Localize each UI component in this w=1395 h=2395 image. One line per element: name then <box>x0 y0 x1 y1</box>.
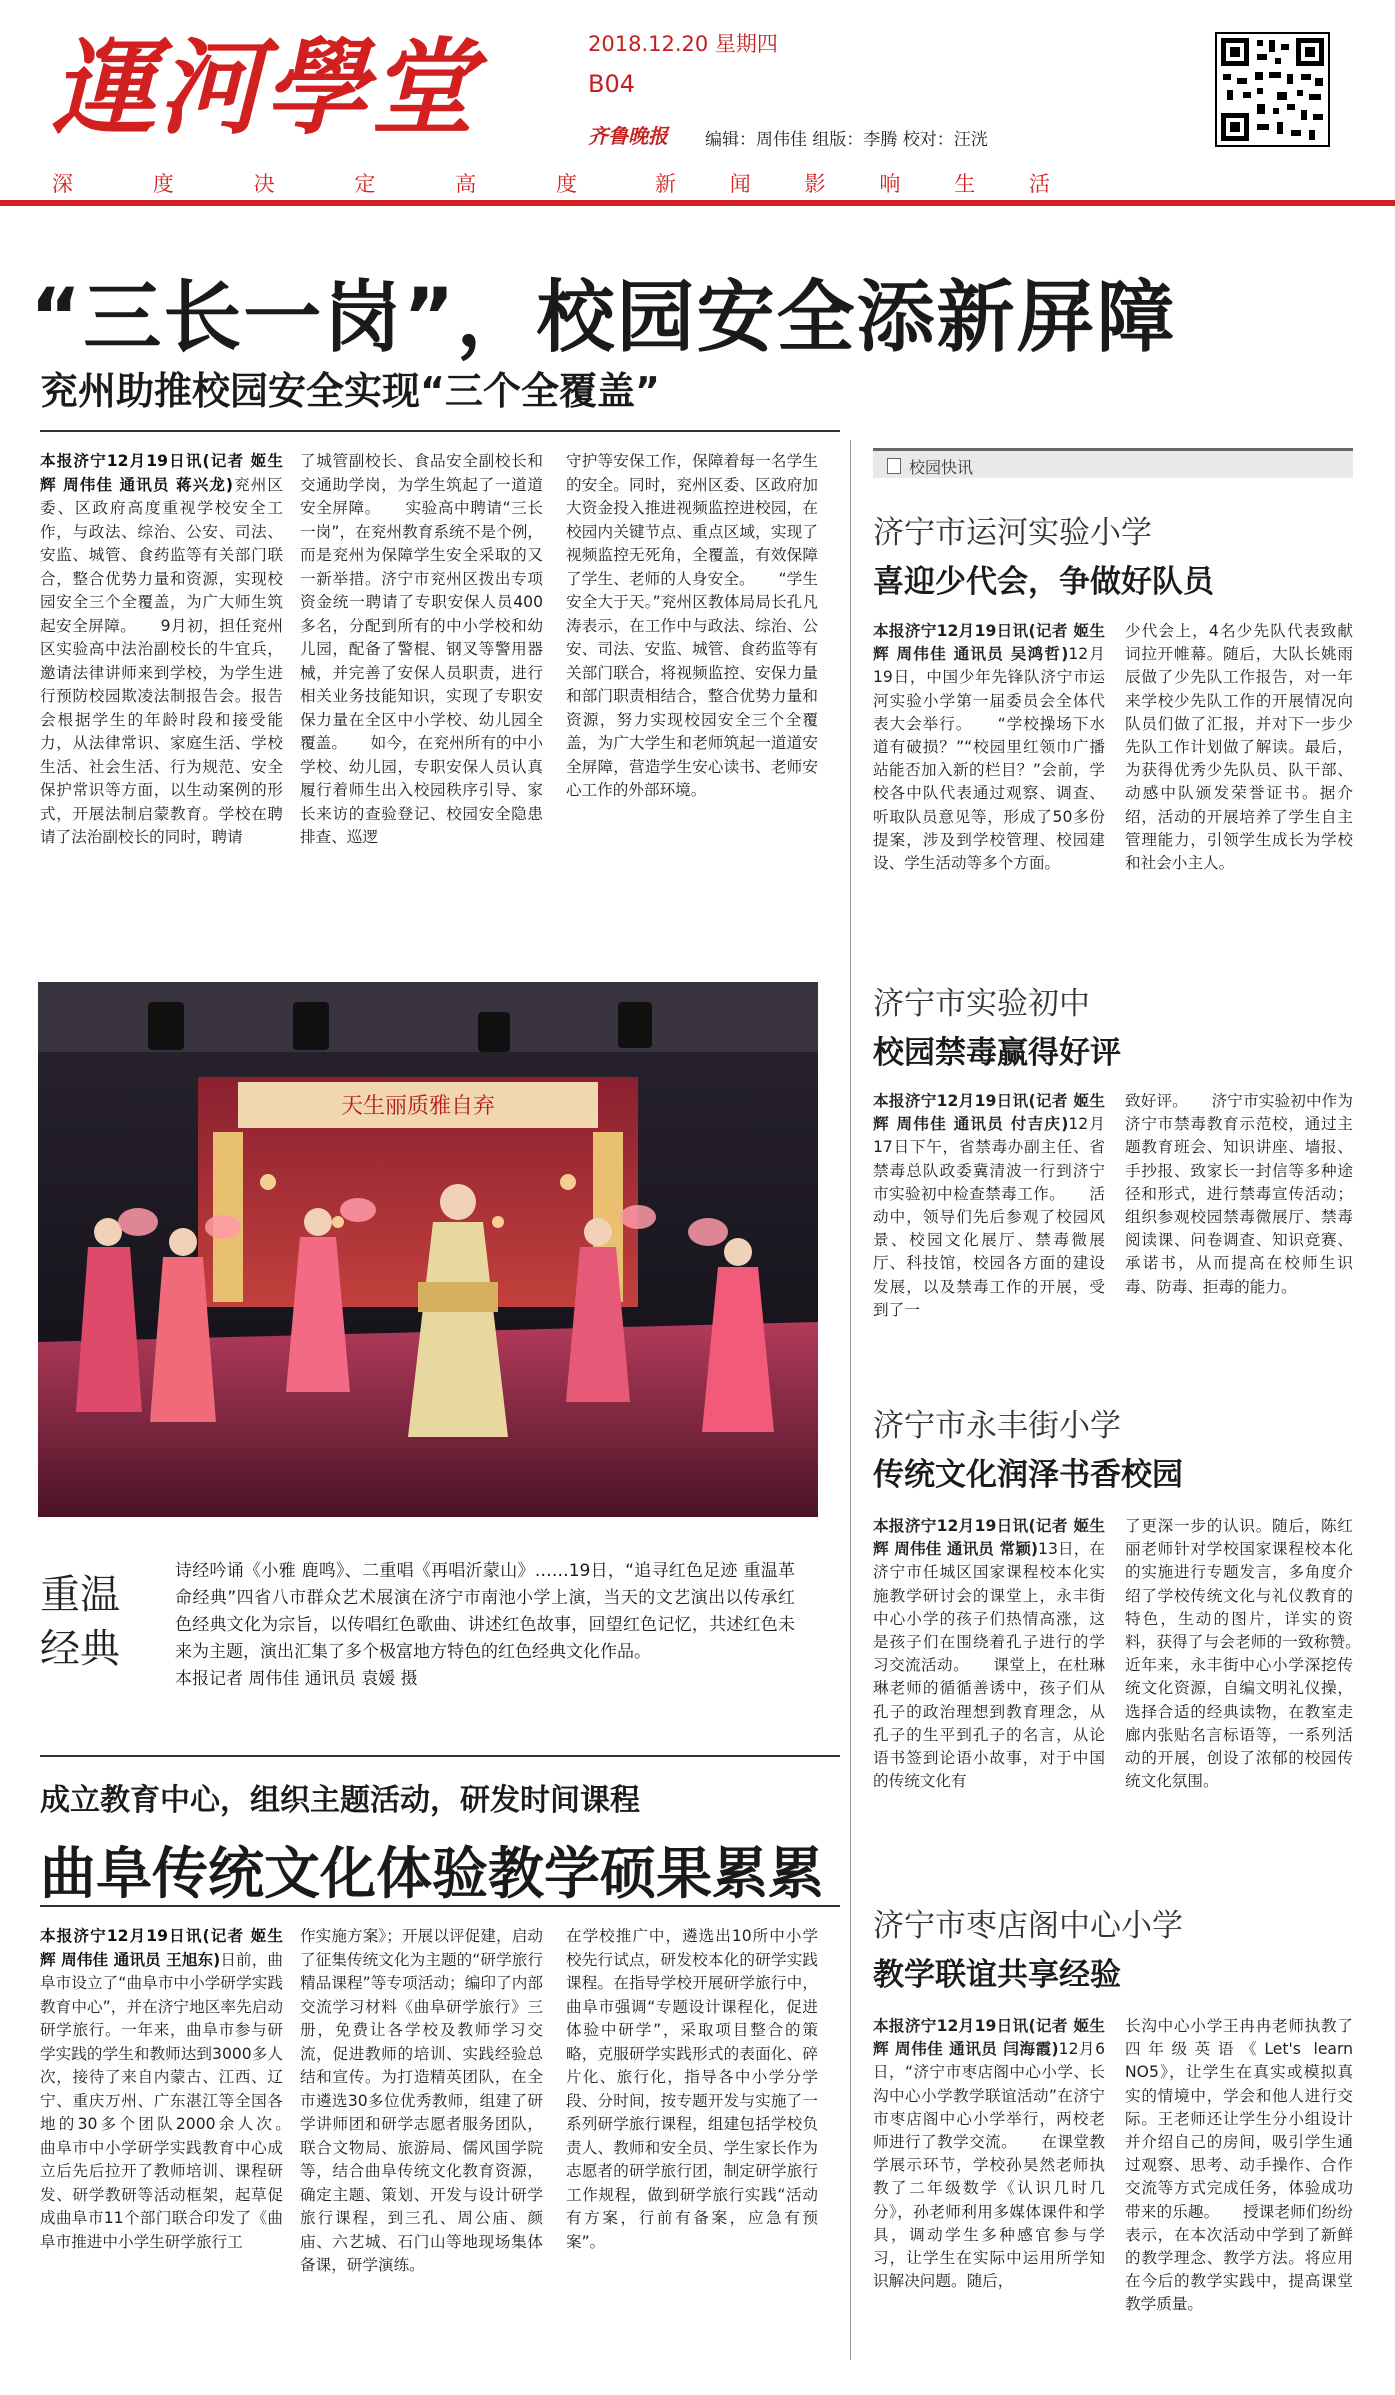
slogan-char: 生 <box>954 172 976 196</box>
sidebar-item-col2: 致好评。 济宁市实验初中作为济宁市禁毒教育示范校，通过主题教育班会、知识讲座、墙报、手抄报、致家长一封信等多种途径和形式，进行禁毒宣传活动；组织参观校园禁毒微展厅、禁毒阅读课、问卷调查、知识竞赛、承诺书，从而提高在校师生识毒、防毒、拒毒的能力。 <box>1125 1092 1353 1296</box>
article-text: 12月17日下午，省禁毒办副主任、省禁毒总队政委冀清波一行到济宁市实验初中检查禁毒工作。 活动中，领导们先后参观了校园风景、校园文化展厅、禁毒微展厅、科技馆，校园各方面的建设发展，以及禁毒工作的开展，受到了一 <box>873 1115 1105 1319</box>
story2-column-2: 作实施方案》；开展以评促建，启动了征集传统文化为主题的“研学旅行精品课程”等专项活动；编印了内部交流学习材料《曲阜研学旅行》三册，免费让各学校及教师学习交流，促进教师的培训、实践经验总结和宣传。为打造精英团队，在全市遴选30多位优秀教师，组建了研学讲师团和研学志愿者服务团队，联合文物局、旅游局、儒风国学院等，结合曲阜传统文化教育资源，确定主题、策划、开发与设计研学旅行课程，到三孔、周公庙、颜庙、六艺城、石门山等地现场集体备课，研学演练。 <box>300 1927 543 2274</box>
story2-kicker: 成立教育中心，组织主题活动，研发时间课程 <box>40 1783 640 1818</box>
sidebar-item-col1 <box>873 2015 1105 2365</box>
byline: 本报济宁12月19日讯(记者 姬生辉 周伟佳 通讯员 蒋兴龙) <box>40 452 283 494</box>
sidebar-item-col2: 长沟中心小学王冉冉老师执教了四年级英语《Let's learn NO5》，让学生在真实或模拟真实的情境中，学会和他人进行交际。王老师还让学生分小组设计并介绍自己的房间，吸引学生通过观察、思考、动手操作、合作交流等方式完成任务，体验成功带来的乐趣。 授课老师们纷纷表示，在本次活动中学到了新鲜的教学理念、教学方法。将应用在今后的教学实践中，提高课堂教学质量。 <box>1125 2017 1353 2314</box>
section-divider <box>40 1755 840 1757</box>
sidebar-item-subtitle: 教学联谊共享经验 <box>873 1957 1121 1993</box>
lead-subheadline: 兖州助推校园安全实现“三个全覆盖” <box>40 369 660 413</box>
slogan-left <box>52 168 577 198</box>
editor-credits: 编辑：周伟佳 组版：李腾 校对：汪洸 <box>705 130 988 150</box>
lead-headline: “三长一岗”，校园安全添新屏障 <box>30 273 1177 363</box>
sidebar-item-title: 济宁市枣店阁中心小学 <box>873 1908 1183 1944</box>
stage-banner: 天生丽质雅自弃 <box>340 1094 496 1119</box>
article-text: 兖州区委、区政府高度重视学校安全工作，与政法、综治、公安、司法、安监、城管、食药监等有关部门联合，整合优势力量和资源，实现校园安全三个全覆盖，为广大师生筑起安全屏障。 9月初，担任兖州区实验高中法治副校长的牛宜兵，邀请法律讲师来到学校，为学生进行预防校园欺凌法制报告会。报告会根据学生的年龄时段和接受能力，从法律常识、家庭生活、学校生活、社会生活、行为规范、安全保护常识等方面，以生动案例的形式，开展法制启蒙教育。学校在聘请了法治副校长的同时，聘请 <box>40 475 283 846</box>
photo-credit: 本报记者 周伟佳 通讯员 袁媛 摄 <box>175 1669 418 1689</box>
slogan-char: 度 <box>555 172 577 196</box>
story2-column-1 <box>40 1925 283 2370</box>
sidebar-item-col2: 少代会上，4名少先队代表致献词拉开帷幕。随后，大队长姚雨辰做了少先队工作报告，对一年来学校少先队工作的开展情况向队员们做了汇报，并对下一步少先队工作计划做了解读。最后，为获得优秀少先队员、队干部、动感中队颁发荣誉证书。据介绍，活动的开展培养了学生自主管理能力，引领学生成长为学校和社会小主人。 <box>1125 622 1353 873</box>
byline: 本报济宁12月19日讯(记者 姬生辉 周伟佳 通讯员 王旭东) <box>40 1927 283 1969</box>
qr-code-icon <box>1217 34 1328 145</box>
masthead-rule <box>0 200 1395 206</box>
stage-photo <box>38 982 818 1517</box>
slogan-right <box>655 168 1050 198</box>
slogan-char: 新 <box>655 172 676 196</box>
lead-column-2: 了城管副校长、食品安全副校长和交通助学岗，为学生筑起了一道道安全屏障。 实验高中聘请“三长一岗”，在兖州教育系统不是个例，而是兖州为保障学生安全采取的又一新举措。济宁市兖州区拨出专项资金统一聘请了专职安保人员400多名，分配到所有的中小学校和幼儿园，配备了警棍、钢叉等警用器械，并完善了安保人员职责，进行相关业务技能知识，实现了专职安保力量在全区中小学校、幼儿园全覆盖。 如今，在兖州所有的中小学校、幼儿园，专职安保人员认真履行着师生出入校园秩序引导、家长来访的查验登记、校园安全隐患排查、巡逻 <box>300 452 543 846</box>
file-icon <box>887 458 901 474</box>
lead-column-1 <box>40 450 283 940</box>
sidebar-tab-label: 校园快讯 <box>909 458 974 477</box>
sidebar-item-subtitle: 喜迎少代会，争做好队员 <box>873 564 1214 600</box>
sidebar-item-col1 <box>873 620 1105 930</box>
page-number: B04 <box>588 70 636 98</box>
slogan-char: 高 <box>455 172 477 196</box>
byline: 本报济宁12月19日讯(记者 姬生辉 周伟佳 通讯员 闫海霞) <box>873 2017 1105 2059</box>
slogan-char: 闻 <box>729 172 751 196</box>
paper-name: 齐鲁晚报 <box>588 124 668 148</box>
article-text: 日前，曲阜市设立了“曲阜市中小学研学实践教育中心”，并在济宁地区率先启动研学旅行。一年来，曲阜市参与研学实践的学生和教师达到3000多人次，接待了来自内蒙古、江西、辽宁、重庆万州、广东湛江等全国各地的30多个团队2000余人次。 曲阜市中小学研学实践教育中心成立后先后拉开了教师培训、课程研发、研学教研等活动框架，起草促成曲阜市11个部门联合印发了《曲阜市推进中小学生研学旅行工 <box>40 1950 283 2251</box>
sidebar-item-title: 济宁市永丰街小学 <box>873 1408 1121 1444</box>
slogan-char: 决 <box>253 172 275 196</box>
byline: 本报济宁12月19日讯(记者 姬生辉 周伟佳 通讯员 吴鸿哲) <box>873 622 1105 664</box>
slogan-char: 响 <box>879 172 901 196</box>
section-divider <box>40 430 840 432</box>
sidebar-item-subtitle: 传统文化润泽书香校园 <box>873 1457 1183 1493</box>
story2-headline: 曲阜传统文化体验教学硕果累累 <box>40 1842 824 1907</box>
sidebar-tab <box>873 448 1353 478</box>
slogan-char: 度 <box>152 172 174 196</box>
article-text: 12月6日，“济宁市枣店阁中心小学、长沟中心小学教学联谊活动”在济宁市枣店阁中心小学举行，两校老师进行了教学交流。 在课堂教学展示环节，学校孙昊然老师执教了二年级数学《认识几时几分》，孙老师利用多媒体课件和学具，调动学生多种感官参与学习，让学生在实际中运用所学知识解决问题。随后， <box>873 2040 1105 2291</box>
sidebar-item-col2: 了更深一步的认识。随后，陈红丽老师针对学校国家课程校本化的实施进行专题发言，多角度介绍了学校传统文化与礼仪教育的特色，生动的图片，详实的资料，获得了与会老师的一致称赞。 近年来，永丰街中心小学深挖传统文化资源，自编文明礼仪操，选择合适的经典读物，在教室走廊内张贴名言标语等，一系列活动的开展，创设了浓郁的校园传统文化氛围。 <box>1125 1517 1353 1791</box>
column-rule <box>850 440 851 2360</box>
article-text: 12月19日，中国少年先锋队济宁市运河实验小学第一届委员会全体代表大会举行。 “学校操场下水道有破损？”“校园里红领巾广播站能否加入新的栏目？”会前，学校各中队代表通过观察、调查、听取队员意见等，形成了50多份提案，涉及到学校管理、校园建设、学生活动等多个方面。 <box>873 645 1105 873</box>
sidebar-item-title: 济宁市运河实验小学 <box>873 515 1152 551</box>
slogan-char: 定 <box>354 172 376 196</box>
article-text: 13日，在济宁市任城区国家课程校本化实施教学研讨会的课堂上，永丰街中心小学的孩子们热情高涨，这是孩子们在围绕着孔子进行的学习交流活动。 课堂上，在杜琳琳老师的循循善诱中，孩子们从孔子的政治理想到教育理念，从孔子的生平到孔子的名言，从论语书签到论语小故事，对于中国的传统文化有 <box>873 1540 1105 1791</box>
sidebar-item-subtitle: 校园禁毒赢得好评 <box>873 1035 1121 1071</box>
photo-caption-text: 诗经吟诵《小雅 鹿鸣》、二重唱《再唱沂蒙山》……19日，“追寻红色足迹 重温革命经典”四省八市群众艺术展演在济宁市南池小学上演，当天的文艺演出以传承红色经典文化为宗旨，以传唱红色歌曲、讲述红色故事，回望红色记忆，共述红色未来为主题，演出汇集了多个极富地方特色的红色经典文化作品。 <box>175 1561 795 1662</box>
lead-column-3: 守护等安保工作，保障着每一名学生的安全。同时，兖州区委、区政府加大资金投入推进视频监控进校园，在校园内关键节点、重点区域，实现了视频监控无死角，全覆盖，有效保障了学生、老师的人身安全。 “学生安全大于天。”兖州区教体局局长孔凡涛表示，在工作中与政法、综治、公安、司法、安监、城管、食药监等有关部门联合，将视频监控、安保力量和部门职责相结合，整合优势力量和资源，努力实现校园安全三个全覆盖，为广大学生和老师筑起一道道安全屏障，营造学生安心读书、老师安心工作的外部环境。 <box>566 452 818 799</box>
sidebar-item-col1 <box>873 1090 1105 1360</box>
sidebar-item-col1 <box>873 1515 1105 1865</box>
stage-performance-image <box>38 982 818 1517</box>
slogan-char: 深 <box>52 172 73 196</box>
slogan-char: 影 <box>804 172 826 196</box>
masthead-logo: 運河學堂 <box>52 26 477 149</box>
section-divider <box>40 1905 840 1907</box>
photo-caption-title: 重温经典 <box>40 1572 120 1672</box>
story2-column-3: 在学校推广中，遴选出10所中小学校先行试点，研发校本化的研学实践课程。在指导学校开展研学旅行中，曲阜市强调“专题设计课程化，促进体验中研学”，采取项目整合的策略，克服研学实践形式的表面化、碎片化、旅行化，指导各中小学分学段、分时间，按专题开发与实施了一系列研学旅行课程，组建包括学校负责人、教师和安全员、学生家长作为志愿者的研学旅行团，制定研学旅行工作规程，做到研学旅行实践“活动有方案，行前有备案，应急有预案”。 <box>566 1927 818 2251</box>
slogan-char: 活 <box>1028 172 1050 196</box>
qr-code <box>1215 32 1330 147</box>
byline: 本报济宁12月19日讯(记者 姬生辉 周伟佳 通讯员 付吉庆) <box>873 1092 1105 1134</box>
issue-date: 2018.12.20 星期四 <box>588 32 778 56</box>
byline: 本报济宁12月19日讯(记者 姬生辉 周伟佳 通讯员 常颖) <box>873 1517 1105 1559</box>
sidebar-item-title: 济宁市实验初中 <box>873 986 1090 1022</box>
photo-caption <box>175 1558 795 1693</box>
